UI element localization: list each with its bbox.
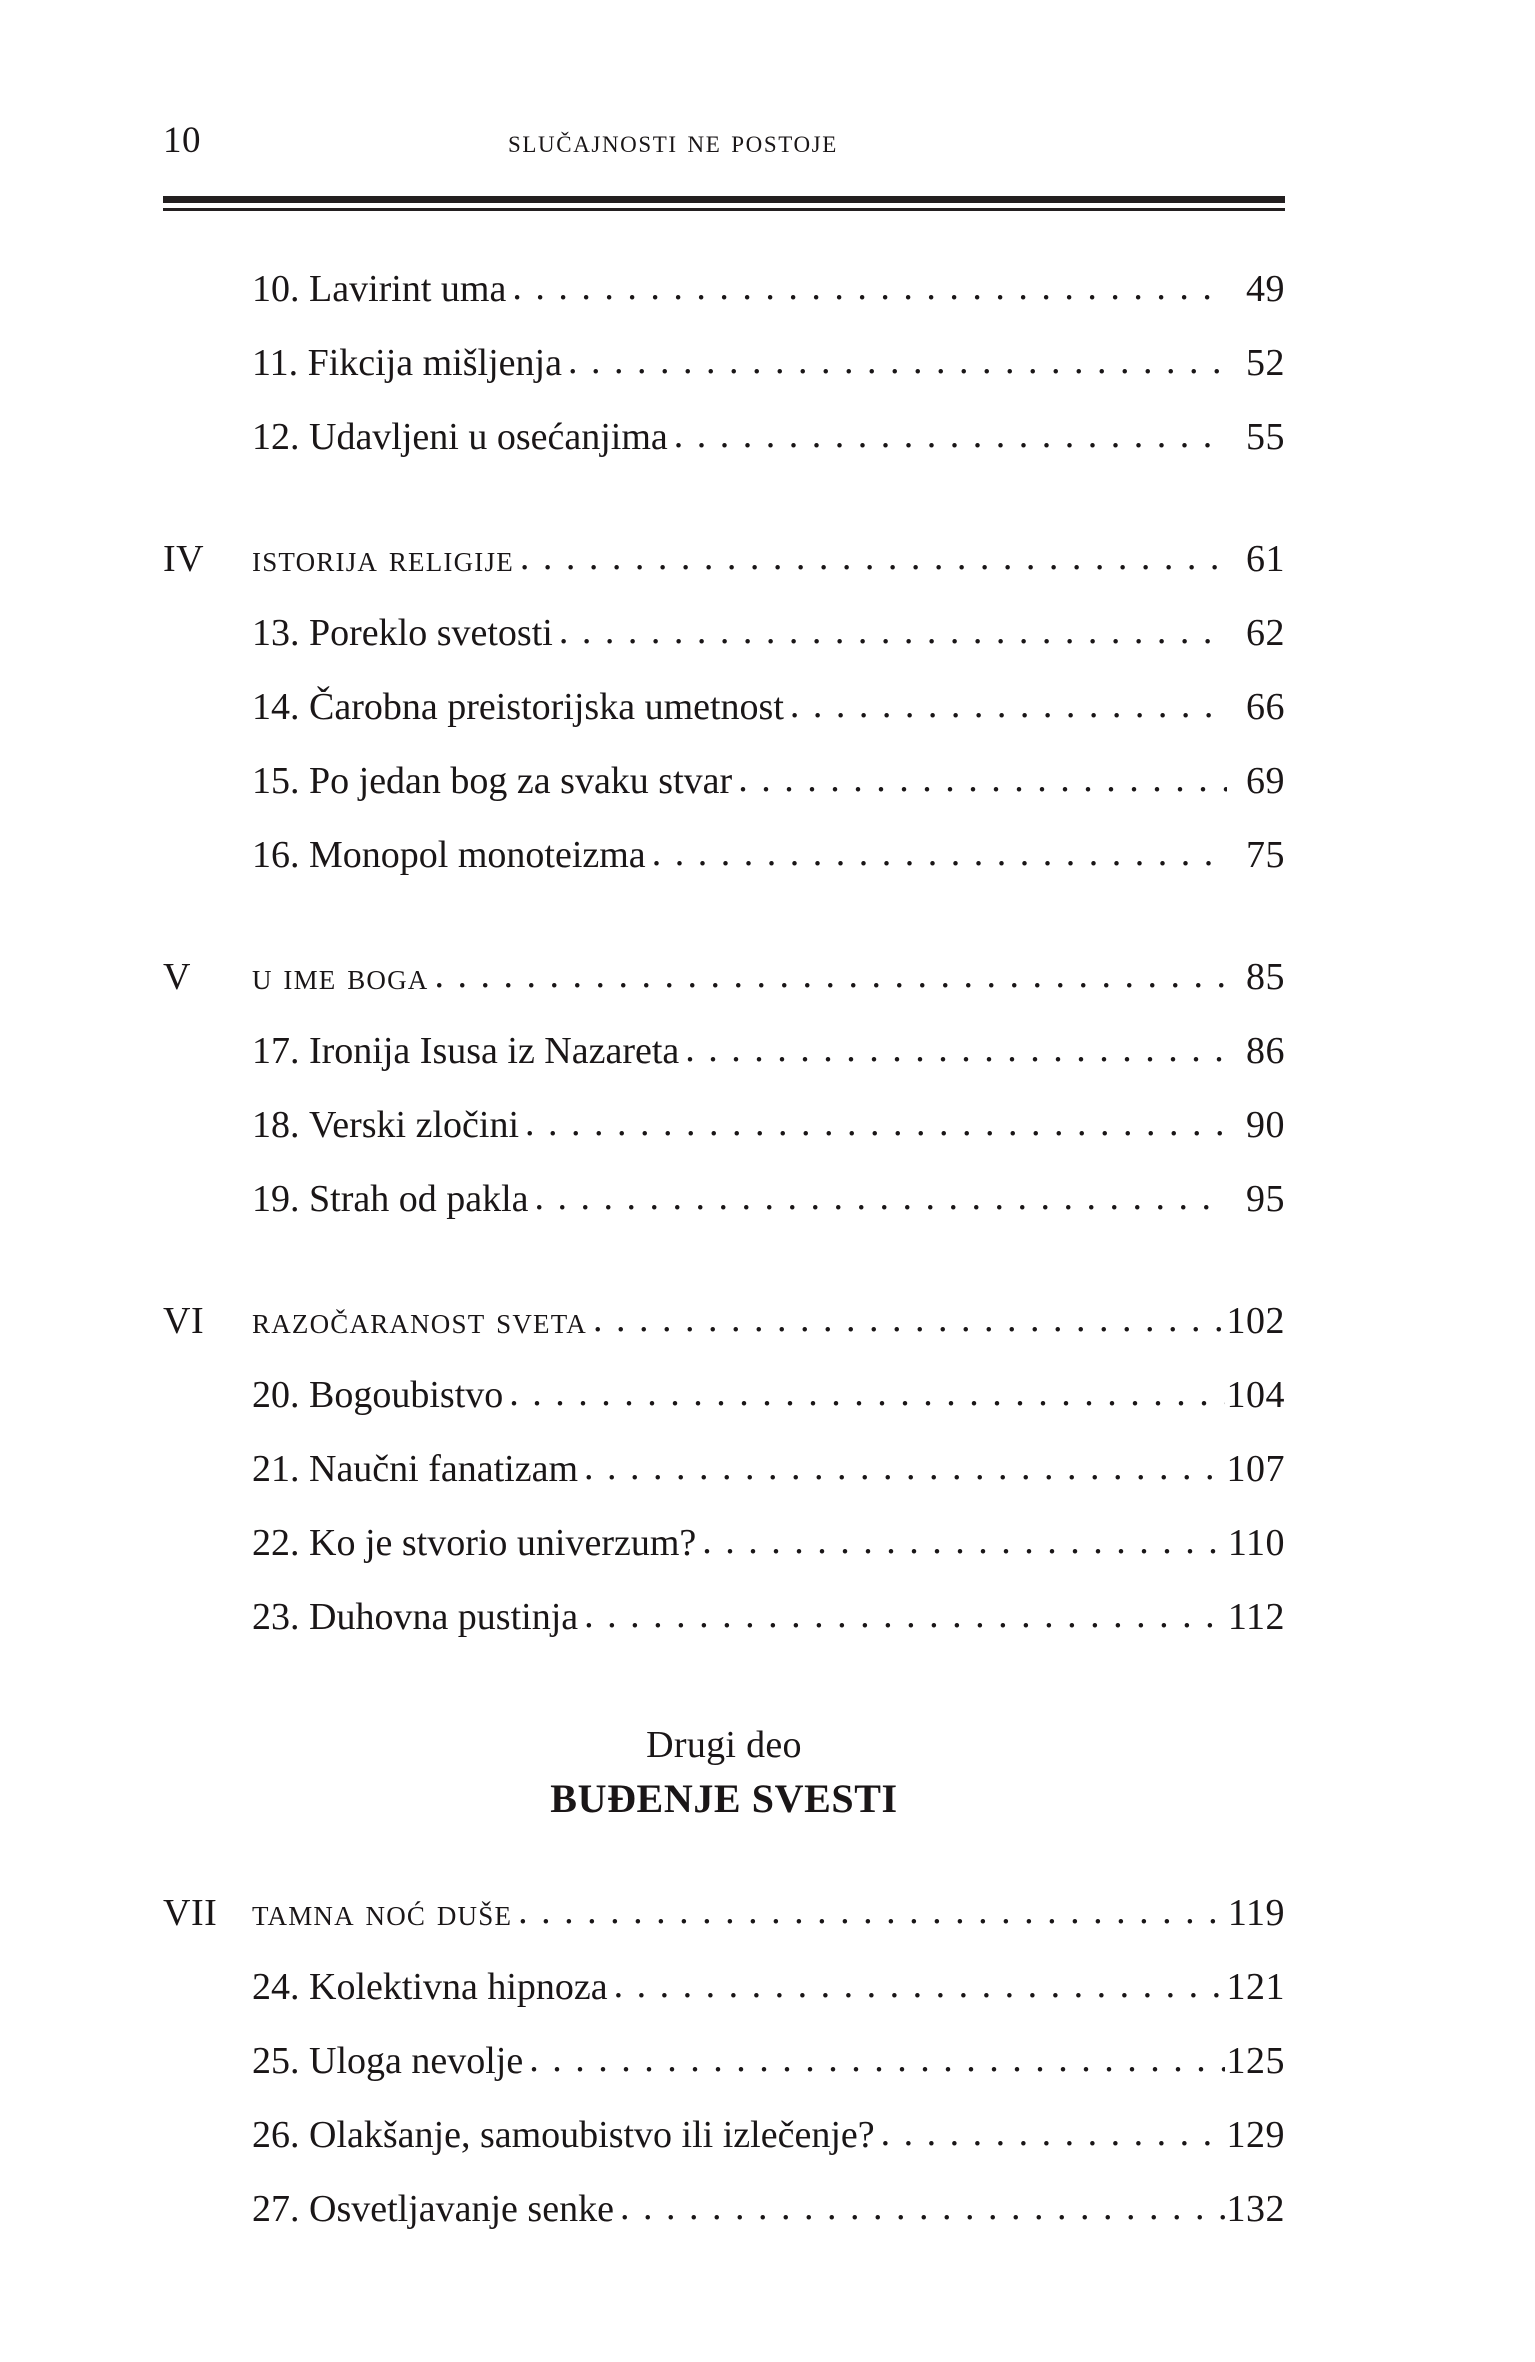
- toc-group: [163, 1876, 1285, 2246]
- toc-chapter-row[interactable]: [163, 1088, 1285, 1162]
- toc-roman-numeral: VI: [163, 1300, 205, 1342]
- toc-page-number: 66: [1246, 686, 1285, 728]
- toc-chapter-row[interactable]: [163, 2172, 1285, 2246]
- rule-thick: [163, 196, 1285, 203]
- toc-group: [163, 522, 1285, 892]
- toc-chapter-row[interactable]: [163, 596, 1285, 670]
- toc-entry-label: [243, 2172, 614, 2246]
- toc-entry-label: [243, 1284, 587, 1358]
- toc-roman-numeral: IV: [163, 538, 205, 580]
- toc-chapter-title: Čarobna preistorijska umetnost: [309, 686, 784, 728]
- toc-chapter-number: 26.: [252, 2114, 309, 2156]
- toc-page-number: 129: [1226, 2114, 1285, 2156]
- toc-page-number: 90: [1246, 1104, 1285, 1146]
- toc-page-number: 125: [1226, 2040, 1285, 2082]
- toc-section-title: razočaranost sveta: [252, 1300, 587, 1342]
- toc-dot-leader: [584, 1578, 1226, 1652]
- toc-chapter-row[interactable]: [163, 2024, 1285, 2098]
- part-subtitle: Drugi deo: [646, 1724, 802, 1766]
- toc-entry-label: [243, 1088, 519, 1162]
- toc-chapter-row[interactable]: [163, 1162, 1285, 1236]
- toc-roman-numeral: VII: [163, 1892, 218, 1934]
- toc-chapter-title: Poreklo svetosti: [309, 612, 553, 654]
- header-double-rule: [163, 196, 1285, 211]
- toc-dot-leader: [518, 1874, 1226, 1948]
- toc-dot-leader: [652, 816, 1227, 890]
- toc-dot-leader: [529, 2022, 1224, 2096]
- toc-page-number: 61: [1246, 538, 1285, 580]
- running-head-title: slučajnosti ne postoje: [508, 124, 838, 160]
- toc-dot-leader: [674, 398, 1227, 472]
- toc-dot-leader: [520, 520, 1227, 594]
- toc-chapter-row[interactable]: [163, 1358, 1285, 1432]
- toc-dot-leader: [512, 250, 1227, 324]
- toc-chapter-title: Naučni fanatizam: [309, 1448, 579, 1490]
- toc-page-number: 110: [1227, 1522, 1285, 1564]
- toc-page-number: 75: [1246, 834, 1285, 876]
- toc-entry-label: [243, 1876, 512, 1950]
- toc-dot-leader: [702, 1504, 1226, 1578]
- toc-chapter-number: 15.: [252, 760, 309, 802]
- toc-entry-label: [243, 2098, 875, 2172]
- toc-dot-leader: [535, 1160, 1227, 1234]
- toc-page-number: 86: [1246, 1030, 1285, 1072]
- toc-dot-leader: [559, 594, 1227, 668]
- toc-page-number: 49: [1246, 268, 1285, 310]
- toc-chapter-title: Ko je stvorio univerzum?: [309, 1522, 697, 1564]
- toc-page-number: 95: [1246, 1178, 1285, 1220]
- toc-chapter-number: 13.: [252, 612, 309, 654]
- toc-chapter-title: Monopol monoteizma: [309, 834, 646, 876]
- toc-dot-leader: [790, 668, 1227, 742]
- toc-chapter-number: 14.: [252, 686, 309, 728]
- toc-chapter-title: Udavljeni u osećanjima: [309, 416, 668, 458]
- toc-chapter-row[interactable]: [163, 670, 1285, 744]
- toc-chapter-title: Po jedan bog za svaku stvar: [309, 760, 733, 802]
- toc-dot-leader: [435, 938, 1228, 1012]
- toc-chapter-title: Bogoubistvo: [309, 1374, 504, 1416]
- toc-page-number: 69: [1246, 760, 1285, 802]
- toc-entry-label: [243, 1506, 696, 1580]
- toc-entry-label: [243, 1950, 608, 2024]
- toc-entry-label: [243, 326, 562, 400]
- toc-chapter-row[interactable]: [163, 2098, 1285, 2172]
- toc-page-number: 55: [1246, 416, 1285, 458]
- toc-chapter-number: 21.: [252, 1448, 309, 1490]
- toc-section-row[interactable]: [163, 940, 1285, 1014]
- toc-dot-leader: [881, 2096, 1225, 2170]
- toc-dot-leader: [738, 742, 1227, 816]
- toc-chapter-row[interactable]: [163, 1950, 1285, 2024]
- toc-chapter-number: 20.: [252, 1374, 309, 1416]
- toc-page-number: 119: [1227, 1892, 1285, 1934]
- table-of-contents: [163, 252, 1285, 2246]
- toc-dot-leader: [685, 1012, 1227, 1086]
- toc-chapter-title: Verski zločini: [309, 1104, 520, 1146]
- toc-chapter-row[interactable]: [163, 818, 1285, 892]
- toc-chapter-title: Ironija Isusa iz Nazareta: [309, 1030, 680, 1072]
- toc-entry-label: [243, 400, 668, 474]
- toc-page-number: 112: [1227, 1596, 1285, 1638]
- toc-entry-label: [243, 670, 784, 744]
- toc-section-row[interactable]: [163, 1284, 1285, 1358]
- toc-entry-label: [243, 1162, 529, 1236]
- toc-section-row[interactable]: [163, 522, 1285, 596]
- toc-section-title: u ime boga: [252, 956, 429, 998]
- toc-chapter-title: Fikcija mišljenja: [307, 342, 562, 384]
- toc-chapter-row[interactable]: [163, 1432, 1285, 1506]
- toc-entry-label: [243, 744, 732, 818]
- running-head: [163, 122, 1285, 178]
- toc-chapter-number: 22.: [252, 1522, 309, 1564]
- toc-chapter-title: Osvetljavanje senke: [309, 2188, 614, 2230]
- toc-entry-label: [243, 1358, 503, 1432]
- toc-chapter-number: 24.: [252, 1966, 309, 2008]
- part-title: BUĐENJE SVESTI: [550, 1776, 898, 1821]
- toc-dot-leader: [620, 2170, 1225, 2244]
- toc-chapter-number: 17.: [252, 1030, 309, 1072]
- toc-chapter-number: 27.: [252, 2188, 309, 2230]
- part-heading: [163, 1718, 1285, 1826]
- toc-page-number: 104: [1226, 1374, 1285, 1416]
- toc-chapter-title: Kolektivna hipnoza: [309, 1966, 608, 2008]
- toc-chapter-number: 11.: [252, 342, 308, 384]
- toc-chapter-title: Duhovna pustinja: [309, 1596, 579, 1638]
- toc-dot-leader: [525, 1086, 1227, 1160]
- toc-entry-label: [243, 940, 429, 1014]
- toc-chapter-title: Olakšanje, samoubistvo ili izlečenje?: [309, 2114, 875, 2156]
- toc-chapter-number: 23.: [252, 1596, 309, 1638]
- toc-section-title: tamna noć duše: [252, 1892, 513, 1934]
- toc-entry-label: [243, 2024, 523, 2098]
- toc-dot-leader: [614, 1948, 1225, 2022]
- toc-chapter-row[interactable]: [163, 1506, 1285, 1580]
- toc-entry-label: [243, 1580, 578, 1654]
- toc-chapter-number: 18.: [252, 1104, 309, 1146]
- toc-group: [163, 252, 1285, 474]
- toc-page-number: 107: [1226, 1448, 1285, 1490]
- toc-chapter-row[interactable]: [163, 1580, 1285, 1654]
- toc-chapter-row[interactable]: [163, 326, 1285, 400]
- toc-chapter-row[interactable]: [163, 252, 1285, 326]
- toc-page-number: 85: [1246, 956, 1285, 998]
- toc-page-number: 102: [1226, 1300, 1285, 1342]
- toc-entry-label: [243, 818, 646, 892]
- toc-dot-leader: [509, 1356, 1224, 1430]
- toc-roman-numeral: V: [163, 956, 191, 998]
- toc-chapter-number: 10.: [252, 268, 309, 310]
- toc-group: [163, 1284, 1285, 1654]
- toc-chapter-row[interactable]: [163, 400, 1285, 474]
- toc-chapter-title: Strah od pakla: [309, 1178, 529, 1220]
- toc-section-title: istorija religije: [252, 538, 514, 580]
- toc-dot-leader: [584, 1430, 1224, 1504]
- toc-entry-label: [243, 1014, 679, 1088]
- toc-entry-label: [243, 522, 514, 596]
- toc-page-number: 62: [1246, 612, 1285, 654]
- toc-entry-label: [243, 252, 506, 326]
- toc-dot-leader: [593, 1282, 1225, 1356]
- rule-thin: [163, 208, 1285, 211]
- toc-dot-leader: [568, 324, 1227, 398]
- toc-chapter-number: 16.: [252, 834, 309, 876]
- toc-chapter-number: 25.: [252, 2040, 309, 2082]
- toc-chapter-number: 19.: [252, 1178, 309, 1220]
- toc-section-row[interactable]: [163, 1876, 1285, 1950]
- toc-entry-label: [243, 1432, 578, 1506]
- toc-page-number: 132: [1226, 2188, 1285, 2230]
- toc-page-number: 52: [1246, 342, 1285, 384]
- folio-page-number: 10: [163, 120, 201, 161]
- toc-chapter-title: Uloga nevolje: [309, 2040, 524, 2082]
- toc-chapter-number: 12.: [252, 416, 309, 458]
- toc-group: [163, 940, 1285, 1236]
- toc-entry-label: [243, 596, 553, 670]
- toc-chapter-row[interactable]: [163, 1014, 1285, 1088]
- toc-page-number: 121: [1226, 1966, 1285, 2008]
- toc-chapter-row[interactable]: [163, 744, 1285, 818]
- toc-chapter-title: Lavirint uma: [309, 268, 507, 310]
